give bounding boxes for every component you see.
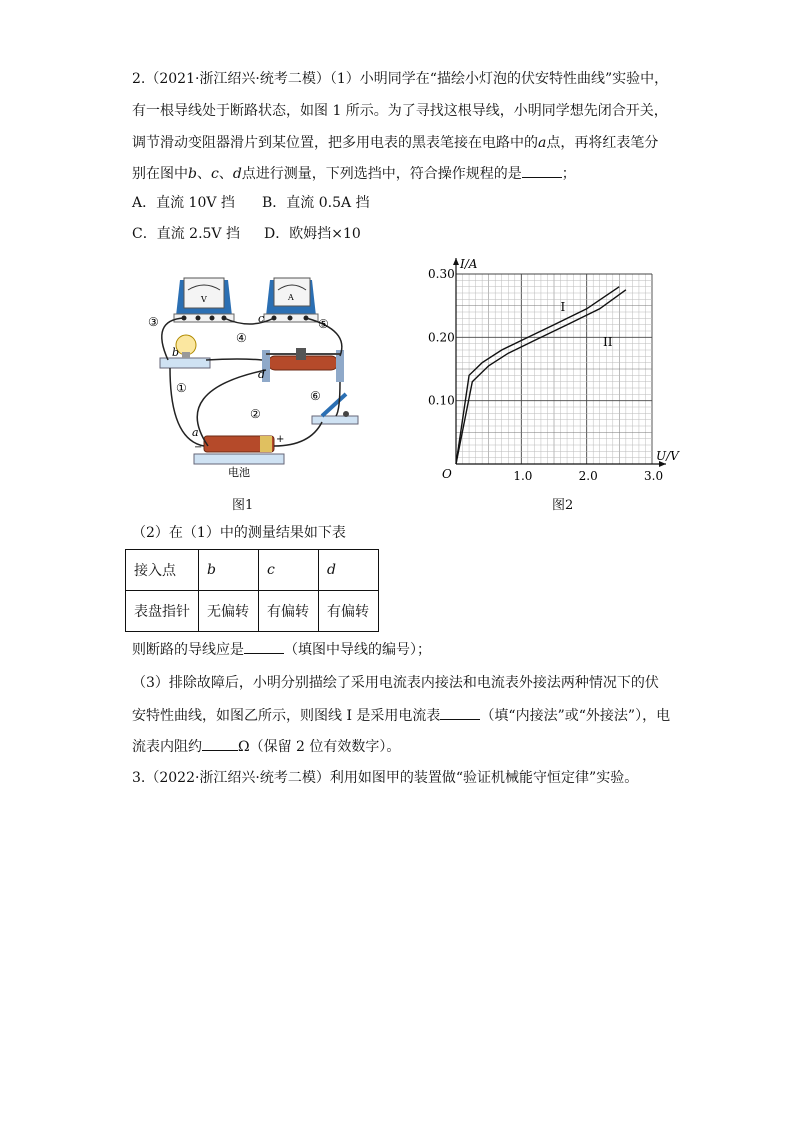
point-d-text: d: [232, 166, 242, 182]
q2-line1: 2.（2021·浙江绍兴·统考二模）（1）小明同学在“描绘小灯泡的伏安特性曲线”实验中，: [132, 71, 669, 87]
option-d: D．欧姆挡×10: [264, 226, 361, 242]
table-cell: 有偏转: [259, 591, 319, 632]
q2-line4-end: ；: [561, 166, 576, 182]
battery-minus: −: [194, 442, 203, 453]
after-table-b: （填图中导线的编号）；: [284, 642, 431, 658]
part3-line2-b: （填“内接法”或“外接法”），电: [480, 708, 671, 724]
point-c-text: c: [210, 166, 219, 182]
circuit-figure: [140, 270, 360, 480]
iv-chart: [420, 250, 690, 485]
x-axis-label: U/V: [656, 449, 679, 463]
fig-point-b: b: [172, 346, 180, 359]
table-cell: 有偏转: [319, 591, 379, 632]
battery-plus: +: [276, 434, 285, 445]
option-c: C．直流 2.5V 挡: [132, 226, 240, 242]
q2-line2: 有一根导线处于断路状态，如图 1 所示。为了寻找这根导线，小明同学想先闭合开关，: [132, 103, 668, 119]
battery-label: 电池: [228, 466, 250, 479]
q2-line4-b: 点进行测量，下列选挡中，符合操作规程的是: [241, 166, 522, 182]
battery-icon: [194, 436, 284, 464]
table-cell: 表盘指针: [126, 591, 199, 632]
ammeter-label: A: [288, 293, 294, 302]
x-tick-label: 2.0: [578, 469, 598, 483]
part3-line1: （3）排除故障后，小明分别描绘了采用电流表内接法和电流表外接法两种情况下的伏: [132, 675, 659, 691]
x-tick-label: 1.0: [513, 469, 533, 483]
wire-3-label: ③: [148, 315, 159, 329]
series-I-label: I: [560, 300, 566, 315]
after-table-a: 则断路的导线应是: [132, 642, 244, 658]
series-II-label: II: [603, 335, 613, 350]
point-b-text: b: [188, 166, 197, 182]
y-tick-label: 0.30: [428, 267, 455, 281]
part3-line3-a: 流表内阻约: [132, 739, 202, 755]
ammeter-icon: [264, 278, 318, 322]
table-row: [126, 550, 379, 591]
bulb-icon: [160, 335, 210, 368]
q2-line3: [132, 133, 658, 153]
answer-blank-4[interactable]: [202, 736, 238, 751]
wire-4-label: ④: [236, 331, 247, 345]
rheostat-icon: [262, 348, 344, 382]
fig1-caption: 图1: [232, 498, 254, 513]
part3-line3: [132, 736, 400, 757]
y-axis-label: I/A: [460, 257, 478, 271]
sep2: 、: [218, 166, 233, 182]
table-cell: 接入点: [126, 550, 199, 591]
table-cell: d: [319, 550, 379, 591]
y-tick-label: 0.10: [428, 393, 455, 408]
answer-blank-3[interactable]: [440, 705, 480, 720]
wire-2-label: ②: [250, 407, 261, 421]
part2-text: （2）在（1）中的测量结果如下表: [132, 525, 346, 541]
part3-line2: [132, 705, 670, 726]
wire-1-label: ①: [176, 381, 187, 395]
part3-line3-b: Ω（保留 2 位有效数字）。: [238, 739, 401, 755]
voltmeter-icon: [174, 278, 234, 322]
fig-point-a: a: [192, 426, 199, 439]
sep1: 、: [196, 166, 211, 182]
table-cell: b: [199, 550, 259, 591]
y-arrow: [453, 258, 459, 265]
q3-line: 3.（2022·浙江绍兴·统考二模）利用如图甲的装置做“验证机械能守恒定律”实验。: [132, 770, 639, 786]
fig-point-c: c: [258, 312, 265, 325]
answer-blank-1[interactable]: [522, 163, 562, 178]
origin-label: O: [442, 467, 452, 481]
fig2-caption: 图2: [552, 498, 574, 513]
fig-point-d: d: [258, 368, 266, 381]
y-tick-label: 0.20: [428, 330, 455, 345]
answer-blank-2[interactable]: [244, 639, 284, 654]
q2-line3-a: 调节滑动变阻器滑片到某位置，把多用电表的黑表笔接在电路中的: [132, 135, 538, 151]
q2-line4: [132, 163, 576, 184]
result-table: [125, 549, 379, 632]
point-a-text: a: [538, 135, 547, 151]
q2-line3-b: 点，再将红表笔分: [546, 135, 659, 151]
wire-5-label: ⑤: [318, 317, 329, 331]
wire-6-label: ⑥: [310, 389, 321, 403]
table-cell: 无偏转: [199, 591, 259, 632]
x-tick-label: 3.0: [644, 469, 664, 483]
option-b: B．直流 0.5A 挡: [262, 195, 370, 211]
option-a: A．直流 10V 挡: [132, 195, 235, 211]
part3-line2-a: 安特性曲线，如图乙所示，则图线 I 是采用电流表: [132, 708, 441, 724]
q2-line4-a: 别在图中: [132, 166, 188, 182]
table-row: [126, 591, 379, 632]
after-table: [132, 639, 431, 660]
table-cell: c: [259, 550, 319, 591]
voltmeter-label: V: [201, 295, 207, 304]
